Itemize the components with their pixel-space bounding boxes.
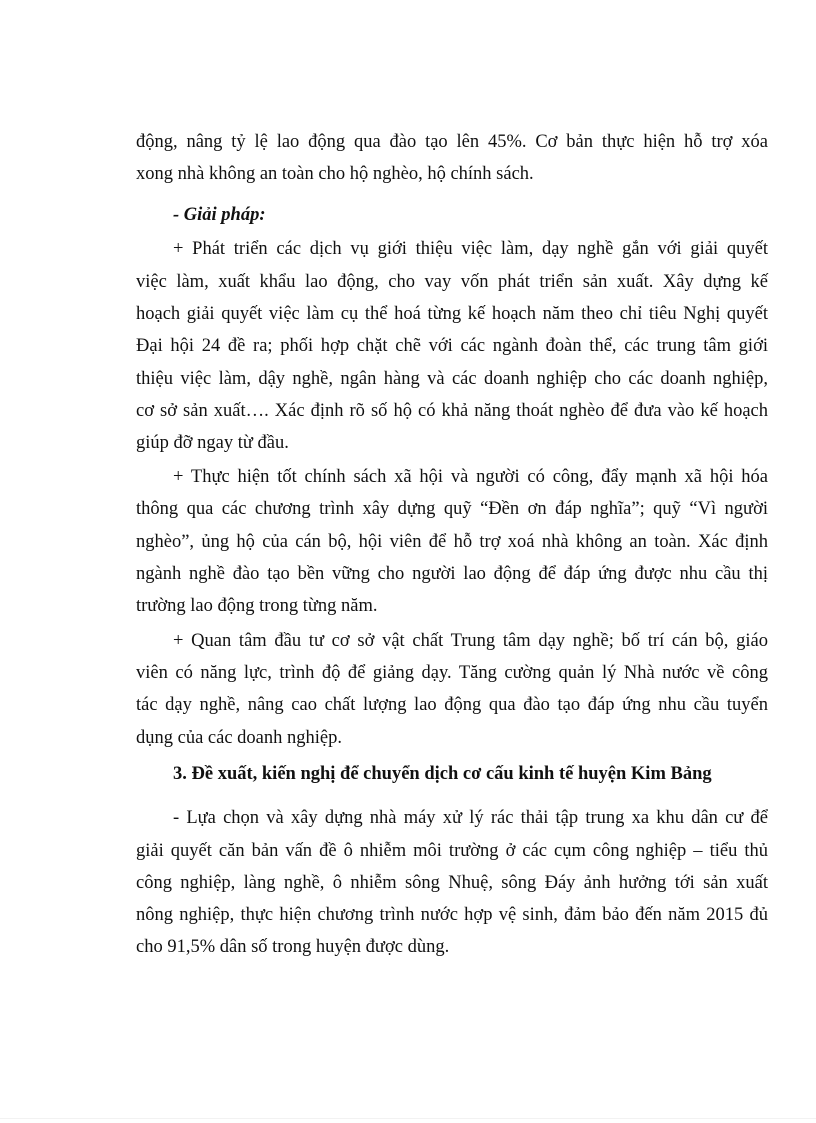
paragraph-line: nông nghiệp, thực hiện chương trình nước hợp vệ sinh, đảm bảo đến năm 2015 đủ (136, 905, 768, 925)
paragraph-line: thông qua các chương trình xây dựng quỹ “Đền ơn đáp nghĩa”; quỹ “Vì người (136, 499, 768, 519)
paragraph-line: trường lao động trong từng năm. (136, 596, 378, 616)
paragraph-line: giúp đỡ ngay từ đầu. (136, 433, 289, 453)
paragraph-line: hoạch giải quyết việc làm cụ thể hoá từng kế hoạch năm theo chỉ tiêu Nghị quyết (136, 304, 768, 324)
paragraph-line: ngành nghề đào tạo bền vững cho người lao động để đáp ứng được nhu cầu thị (136, 564, 768, 584)
paragraph-line: tác dạy nghề, nâng cao chất lượng lao động qua đào tạo đáp ứng nhu cầu tuyển (136, 695, 768, 715)
paragraph-line: Đại hội 24 đề ra; phối hợp chặt chẽ với các ngành đoàn thể, các trung tâm giới (136, 336, 768, 356)
paragraph-line: giải quyết căn bản vấn đề ô nhiễm môi trường ở các cụm công nghiệp – tiểu thủ (136, 841, 768, 861)
paragraph-line: nghèo”, ủng hộ của cán bộ, hội viên để hỗ trợ xoá nhà không an toàn. Xác định (136, 532, 768, 552)
paragraph-line: việc làm, xuất khẩu lao động, cho vay vốn phát triển sản xuất. Xây dựng kế (136, 272, 768, 292)
solutions-heading: - Giải pháp: (173, 205, 266, 225)
paragraph-line: - Lựa chọn và xây dựng nhà máy xử lý rác thải tập trung xa khu dân cư để (173, 808, 768, 828)
paragraph-line: viên có năng lực, trình độ để giảng dạy. Tăng cường quản lý Nhà nước về công (136, 663, 768, 683)
paragraph-line: cho 91,5% dân số trong huyện được dùng. (136, 937, 450, 957)
paragraph-line: cơ sở sản xuất…. Xác định rõ số hộ có khả năng thoát nghèo để đưa vào kế hoạch (136, 401, 768, 421)
paragraph-line: xong nhà không an toàn cho hộ nghèo, hộ chính sách. (136, 164, 534, 184)
paragraph-line: + Thực hiện tốt chính sách xã hội và người có công, đẩy mạnh xã hội hóa (173, 467, 768, 487)
paragraph-line: + Phát triển các dịch vụ giới thiệu việc làm, dạy nghề gắn với giải quyết (173, 239, 768, 259)
paragraph-line: công nghiệp, làng nghề, ô nhiễm sông Nhuệ, sông Đáy ảnh hưởng tới sản xuất (136, 873, 768, 893)
section-3-heading: 3. Đề xuất, kiến nghị để chuyển dịch cơ cấu kinh tế huyện Kim Bảng (173, 764, 712, 784)
paragraph-line: động, nâng tỷ lệ lao động qua đào tạo lên 45%. Cơ bản thực hiện hỗ trợ xóa (136, 132, 768, 152)
paragraph-line: thiệu việc làm, dậy nghề, ngân hàng và các doanh nghiệp cho các doanh nghiệp, (136, 369, 768, 389)
paragraph-line: + Quan tâm đầu tư cơ sở vật chất Trung tâm dạy nghề; bố trí cán bộ, giáo (173, 631, 768, 651)
paragraph-line: dụng của các doanh nghiệp. (136, 728, 342, 748)
page-bottom-edge (0, 1118, 816, 1119)
